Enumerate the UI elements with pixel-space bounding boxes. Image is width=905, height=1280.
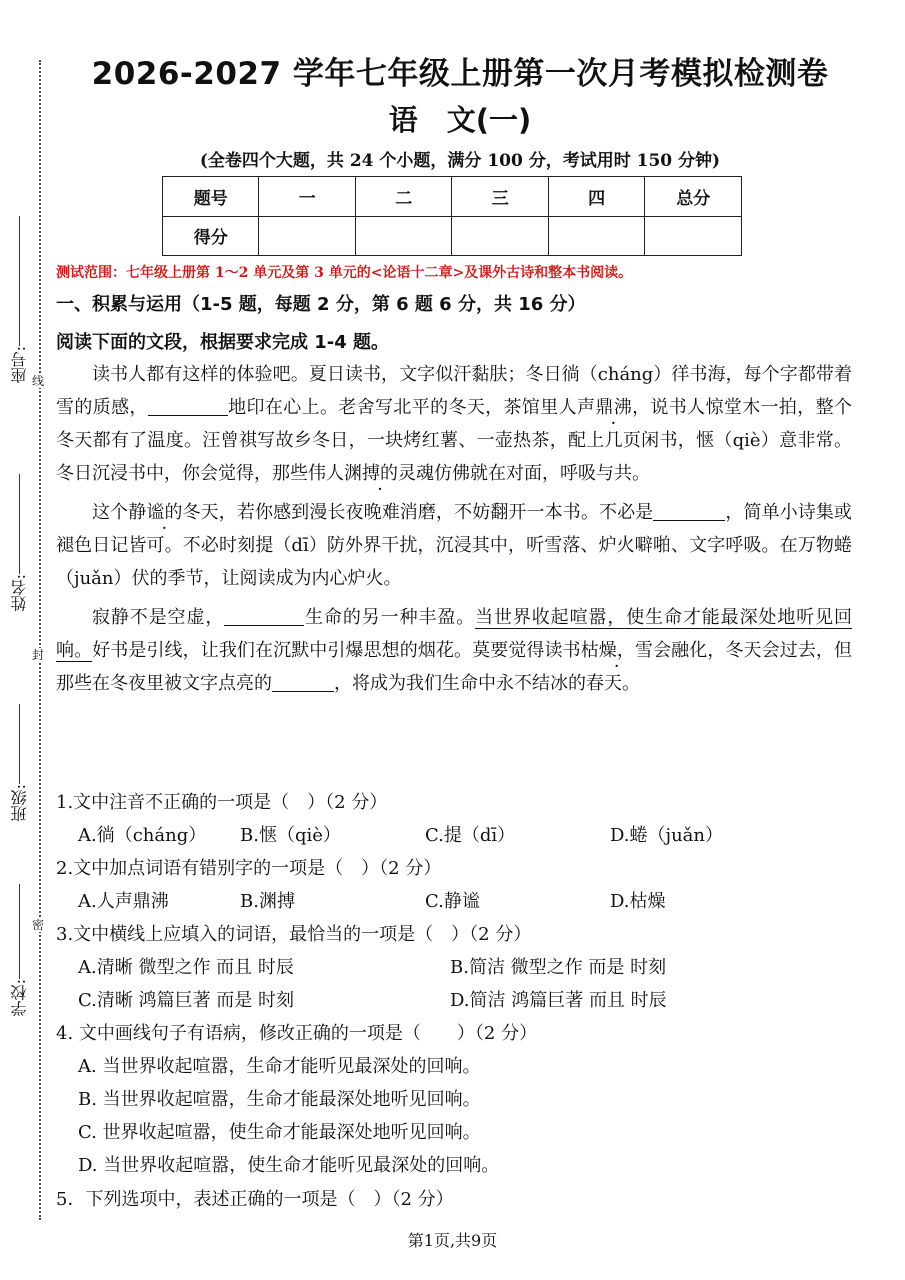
- school-field: [8, 880, 30, 1016]
- question-1-option-c[interactable]: C.提（dī）: [425, 825, 516, 846]
- binding-char-xian: 线: [32, 374, 45, 388]
- score-cell-2[interactable]: [355, 216, 451, 256]
- question-1-option-d[interactable]: D.蜷（juǎn）: [610, 825, 724, 846]
- question-5-stem: 5．下列选项中，表述正确的一项是（ ）（2 分）: [56, 1189, 454, 1210]
- column-4: 四: [548, 177, 644, 217]
- name-field: [8, 470, 30, 611]
- question-1-option-a[interactable]: A.徜（cháng）: [78, 825, 207, 846]
- question-3-option-b[interactable]: B.简洁 微型之作 而是 时刻: [450, 957, 667, 978]
- dotted-word-3: 静谧: [128, 502, 165, 523]
- reading-passage: [56, 358, 852, 700]
- exam-note: (全卷四个大题，共 24 个小题，满分 100 分，考试用时 150 分钟): [199, 151, 721, 171]
- section-1-instruction: 阅读下面的文段，根据要求完成 1-4 题。: [56, 332, 390, 353]
- question-2-option-d[interactable]: D.枯燥: [610, 891, 666, 912]
- underlined-sentence: 当世界收起喧嚣，使生命才能最深处地听见回响。: [56, 607, 853, 661]
- score-cell-4[interactable]: [548, 216, 644, 256]
- column-2: 二: [355, 177, 451, 217]
- question-1-option-b[interactable]: B.惬（qiè）: [240, 825, 341, 846]
- column-1: 一: [259, 177, 355, 217]
- name-label: 姓名:: [9, 574, 29, 612]
- row-label-score: 得分: [163, 216, 259, 256]
- score-table-score-row: [163, 216, 742, 256]
- dotted-word-1: 人声鼎沸: [558, 397, 633, 418]
- score-cell-total[interactable]: [645, 216, 742, 256]
- question-4-option-a[interactable]: A. 当世界收起喧嚣，生命才能听见最深处的回响。: [78, 1056, 481, 1077]
- binding-dotted-line: [39, 60, 41, 1220]
- fill-blank-2[interactable]: [653, 502, 725, 521]
- dotted-word-4: 枯燥: [580, 640, 617, 661]
- seat-number-label: 座号:: [9, 346, 29, 384]
- test-scope: 测试范围：七年级上册第 1～2 单元及第 3 单元的<论语十二章>及课外古诗和整本书阅读。: [56, 265, 633, 281]
- passage-paragraph-2: 这个静谧的冬天，若你感到漫长夜晚难消磨，不妨翻开一本书。不必是 ，简单小诗集或褪色日记皆可。不必时刻提（dī）防外界干扰，沉浸其中，听雪落、炉火噼啪、文字呼吸。在万物蜷（juǎn）伏的季节，让阅读成为内心炉火。: [56, 502, 853, 589]
- score-cell-3[interactable]: [452, 216, 548, 256]
- question-4-option-b[interactable]: B. 当世界收起喧嚣，生命才能最深处地听见回响。: [78, 1089, 481, 1110]
- passage-paragraph-1: 读书人都有这样的体验吧。夏日读书，文字似汗黏肤；冬日徜（cháng）徉书海，每个字都带着雪的质感， 地印在心上。老舍写北平的冬天，茶馆里人声鼎沸，说书人惊堂木一拍，整个冬天都有了温度。汪曾祺写故乡冬日，一块烤红薯、一壶热茶，配上几页闲书，惬（qiè）意非常。冬日沉浸书中，你会觉得，那些伟人渊搏的灵魂仿佛就在对面，呼吸与共。: [56, 364, 853, 484]
- question-3-stem: 3.文中横线上应填入的词语，最恰当的一项是（ ）（2 分）: [56, 924, 532, 945]
- class-label: 班级:: [9, 784, 29, 822]
- exam-subject: 语 文(一): [388, 103, 532, 137]
- question-3-option-a[interactable]: A.清晰 微型之作 而且 时辰: [78, 957, 294, 978]
- question-3-option-d[interactable]: D.简洁 鸿篇巨著 而且 时辰: [450, 990, 667, 1011]
- fill-blank-4[interactable]: [272, 673, 334, 692]
- question-4-option-c[interactable]: C. 世界收起喧嚣，使生命才能最深处地听见回响。: [78, 1122, 481, 1143]
- fill-blank-3[interactable]: [224, 607, 304, 626]
- class-field: [8, 700, 30, 821]
- score-table: [162, 176, 742, 256]
- fill-blank-1[interactable]: [148, 397, 228, 416]
- binding-char-mi: 密: [32, 918, 45, 932]
- score-cell-1[interactable]: [259, 216, 355, 256]
- seat-number-field: [8, 212, 30, 383]
- question-2-stem: 2.文中加点词语有错别字的一项是（ ）（2 分）: [56, 858, 442, 879]
- passage-paragraph-3: 寂静不是空虚， 生命的另一种丰盈。当世界收起喧嚣，使生命才能最深处地听见回响。好书是引线，让我们在沉默中引爆思想的烟花。莫要觉得读书枯燥，雪会融化，冬天会过去，但那些在冬夜里被文字点亮的 ，将成为我们生命中永不结冰的春天。: [56, 607, 853, 694]
- section-1-title: 一、积累与运用（1-5 题，每题 2 分，第 6 题 6 分，共 16 分）: [56, 294, 586, 315]
- score-table-header-row: [163, 177, 742, 217]
- question-4-stem: 4. 文中画线句子有语病，修改正确的一项是（ ）（2 分）: [56, 1023, 538, 1044]
- question-2-option-a[interactable]: A.人声鼎沸: [78, 891, 169, 912]
- page-footer: 第1页,共9页: [407, 1231, 498, 1250]
- row-label-number: 题号: [163, 177, 259, 217]
- question-2-option-c[interactable]: C.静谧: [425, 891, 480, 912]
- exam-title: 2026-2027 学年七年级上册第一次月考模拟检测卷: [91, 56, 829, 92]
- question-3-option-c[interactable]: C.清晰 鸿篇巨著 而是 时刻: [78, 990, 295, 1011]
- column-3: 三: [452, 177, 548, 217]
- dotted-word-2: 渊搏: [344, 463, 380, 484]
- school-label: 学校:: [9, 979, 29, 1017]
- question-1-stem: 1.文中注音不正确的一项是（ ）（2 分）: [56, 792, 388, 813]
- question-4-option-d[interactable]: D. 当世界收起喧嚣，使生命才能听见最深处的回响。: [78, 1155, 500, 1176]
- column-total: 总分: [645, 177, 742, 217]
- binding-char-feng: 封: [32, 648, 45, 662]
- question-2-option-b[interactable]: B.渊搏: [240, 891, 295, 912]
